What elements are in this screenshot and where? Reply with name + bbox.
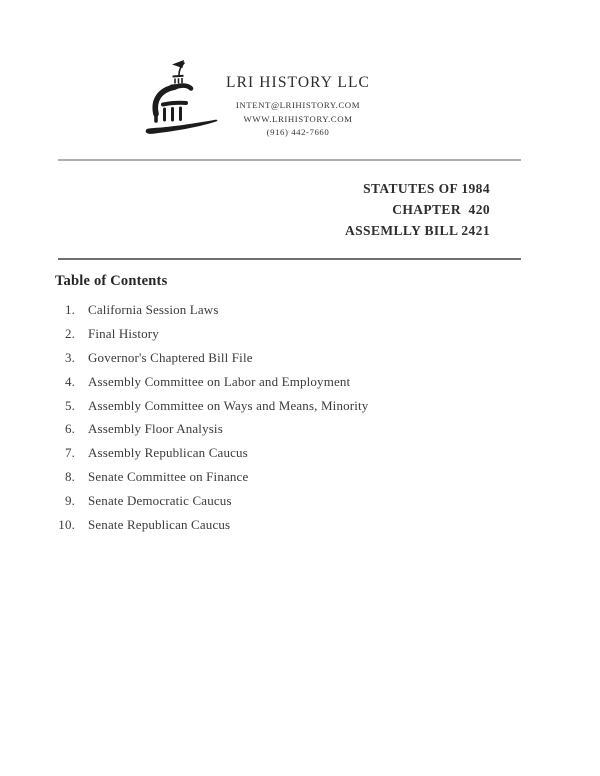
toc-item [55, 493, 368, 517]
toc-item [55, 350, 368, 374]
bill-line: ASSEMLLY BILL 2421 [344, 223, 490, 238]
toc-item [55, 517, 368, 541]
toc-item [55, 469, 368, 493]
toc-item [55, 302, 368, 326]
statutes-line: STATUTES OF 1984 [363, 181, 490, 196]
toc-item-label: California Session Laws [88, 302, 219, 317]
toc-item-number: 10. [58, 517, 75, 533]
company-name: LRI HISTORY LLC [226, 74, 370, 91]
toc-item-label: Assembly Floor Analysis [88, 421, 223, 437]
toc-item [55, 374, 368, 398]
document-heading [345, 178, 490, 241]
toc-item [55, 445, 368, 469]
toc-item-label: Assembly Committee on Labor and Employment [88, 373, 351, 389]
toc-item-number: 2. [64, 325, 75, 341]
toc-item-label: Assembly Committee on Ways and Means, Minority [88, 397, 369, 413]
toc-item [55, 326, 368, 350]
heading-divider [58, 258, 521, 260]
toc-item [55, 398, 368, 422]
toc-item-number: 7. [64, 445, 75, 461]
toc-item-label: Senate Republican Caucus [88, 517, 231, 533]
toc-item-number: 6. [64, 421, 75, 437]
toc-item-number: 9. [64, 493, 75, 509]
header-divider [58, 159, 521, 161]
toc-item-number: 1. [64, 302, 75, 317]
company-phone: (916) 442-7660 [266, 127, 330, 137]
toc-item-label: Senate Committee on Finance [88, 469, 249, 485]
company-email: INTENT@LRIHISTORY.COM [235, 100, 361, 110]
toc-item-label: Senate Democratic Caucus [88, 493, 232, 509]
toc-item-label: Final History [88, 325, 159, 341]
toc-item-number: 3. [64, 349, 75, 365]
toc-item [55, 421, 368, 445]
toc-item-label: Assembly Republican Caucus [88, 445, 248, 461]
toc-list [55, 302, 368, 541]
toc-title: Table of Contents [55, 273, 168, 289]
chapter-line: CHAPTER 420 [392, 202, 490, 217]
toc-item-number: 4. [64, 373, 75, 389]
toc-item-number: 8. [64, 469, 75, 485]
company-website: WWW.LRIHISTORY.COM [243, 114, 353, 124]
toc-item-number: 5. [64, 397, 75, 413]
toc-item-label: Governor's Chaptered Bill File [88, 349, 253, 365]
